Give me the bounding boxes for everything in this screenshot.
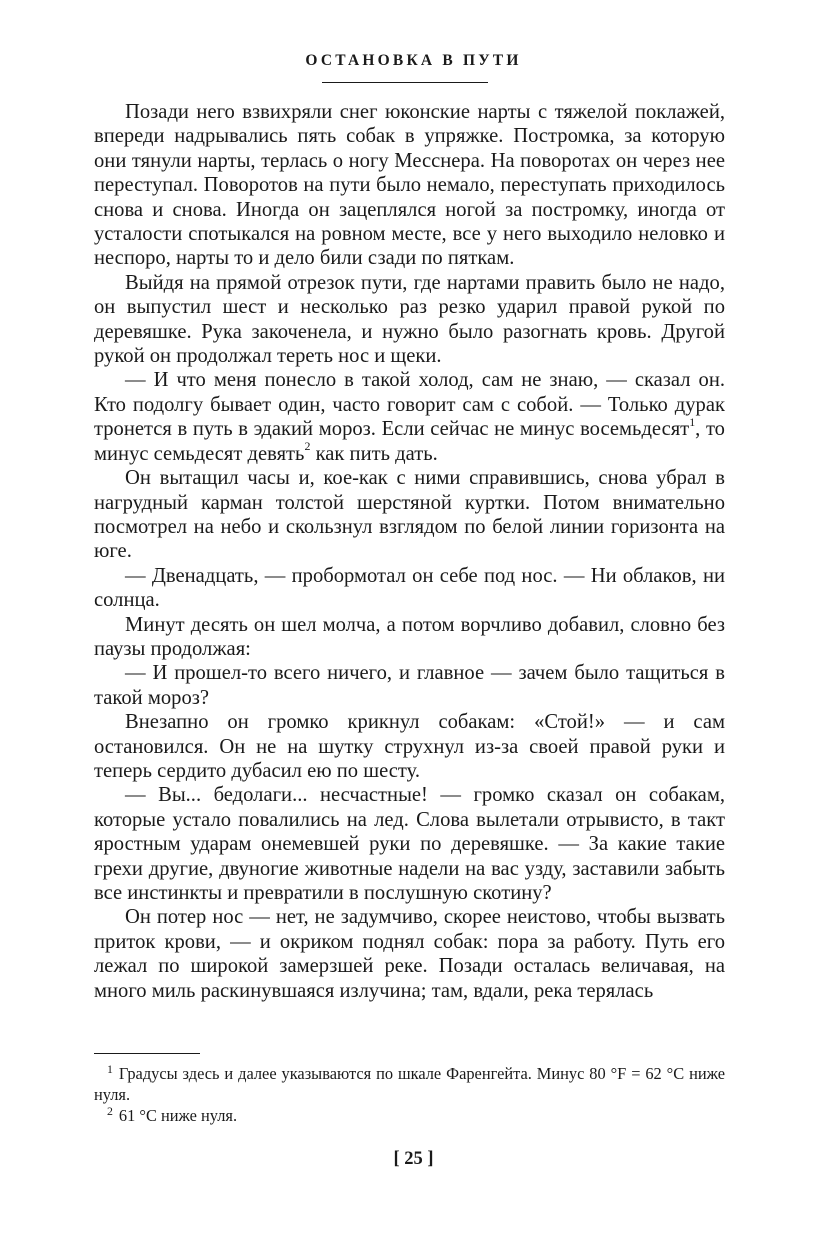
paragraph-text: Он вытащил часы и, кое-как с ними справившись, снова убрал в нагрудный карман толстой шерстяной куртки. Потом внимательно посмотрел на небо и скользнул взглядом по белой линии горизонта на юге. — [94, 467, 725, 563]
paragraph — [94, 100, 725, 271]
paragraph-text: — И что меня понесло в такой холод, сам не знаю, — сказал он. Кто подолгу бывает один, часто говорит сам с собой. — Только дурак тронется в путь в эдакий мороз. Если сейчас не минус восемьдесят — [94, 369, 725, 441]
page-number: [ 25 ] — [393, 1149, 434, 1169]
paragraph-text: Позади него взвихряли снег юконские нарты с тяжелой поклажей, впереди надрывались пять собак в упряжке. Постромка, за которую они тянули нарты, терлась о ногу Месснера. На поворотах он через нее переступал. Поворотов на пути было немало, переступать приходилось снова и снова. Иногда он зацеплялся ногой за постромку, иногда от усталости спотыкался на ровном месте, все у него выходило неловко и неспоро, нарты то и дело били сзади по пяткам. — [94, 101, 725, 270]
footnotes — [94, 1063, 725, 1126]
footnote-mark: 2 — [107, 1103, 113, 1118]
paragraph — [94, 710, 725, 783]
paragraph-text: Выйдя на прямой отрезок пути, где нартами править было не надо, он выпустил шест и несколько раз резко ударил правой рукой по деревяшке. Рука закоченела, и нужно было разогнать кровь. Другой рукой он продолжал тереть нос и щеки. — [94, 271, 725, 368]
paragraph-text: Минут десять он шел молча, а потом ворчливо добавил, словно без паузы продолжая: — [94, 613, 725, 660]
running-head-rule — [322, 82, 488, 83]
paragraph-text: — Двенадцать, — пробормотал он себе под нос. — Ни облаков, ни солнца. — [94, 564, 725, 612]
paragraph-text: — И прошел-то всего ничего, и главное — зачем было тащиться в такой мороз? — [94, 662, 725, 709]
footnote-ref: 2 — [304, 439, 311, 454]
footnote-mark: 1 — [107, 1061, 113, 1076]
footnote — [94, 1105, 725, 1126]
paragraph — [94, 661, 725, 710]
footnote-text: 61 °C ниже нуля. — [118, 1106, 238, 1125]
running-head: ОСТАНОВКА В ПУТИ — [305, 52, 522, 69]
footnote-ref: 1 — [689, 414, 696, 429]
footnote-rule — [94, 1053, 200, 1054]
paragraph — [94, 271, 725, 369]
footnote — [94, 1063, 725, 1105]
paragraph-text: как пить дать. — [310, 442, 438, 465]
paragraph — [94, 564, 725, 613]
paragraph — [94, 368, 725, 466]
paragraph-text: Внезапно он громко крикнул собакам: «Стой!» — и сам остановился. Он не на шутку струхнул из-за своей правой руки и теперь сердито дубасил ею по шесту. — [94, 711, 725, 782]
footnote-text: Градусы здесь и далее указываются по шкале Фаренгейта. Минус 80 °F = 62 °C ниже нуля. — [94, 1064, 725, 1104]
body-text — [94, 100, 725, 1003]
paragraph-text: — Вы... бедолаги... несчастные! — громко сказал он собакам, которые устало повалились на лед. Слова вылетали отрывисто, в такт яростным ударам онемевшей руки по деревяшке. — За какие такие грехи другие, двуногие животные надели на вас узду, заставили забыть все инстинкты и превратили в послушную скотину? — [94, 784, 725, 904]
paragraph-text: Он потер нос — нет, не задумчиво, скорее неистово, чтобы вызвать приток крови, — и окриком поднял собак: пора за работу. Путь его лежал по широкой замерзшей реке. Позади осталась величавая, на много миль раскинувшаяся излучина; там, вдали, река терялась — [94, 906, 725, 1002]
paragraph — [94, 613, 725, 662]
paragraph — [94, 905, 725, 1003]
paragraph — [94, 466, 725, 564]
paragraph-text: , то минус семьдесят девять — [94, 418, 725, 465]
paragraph — [94, 783, 725, 905]
